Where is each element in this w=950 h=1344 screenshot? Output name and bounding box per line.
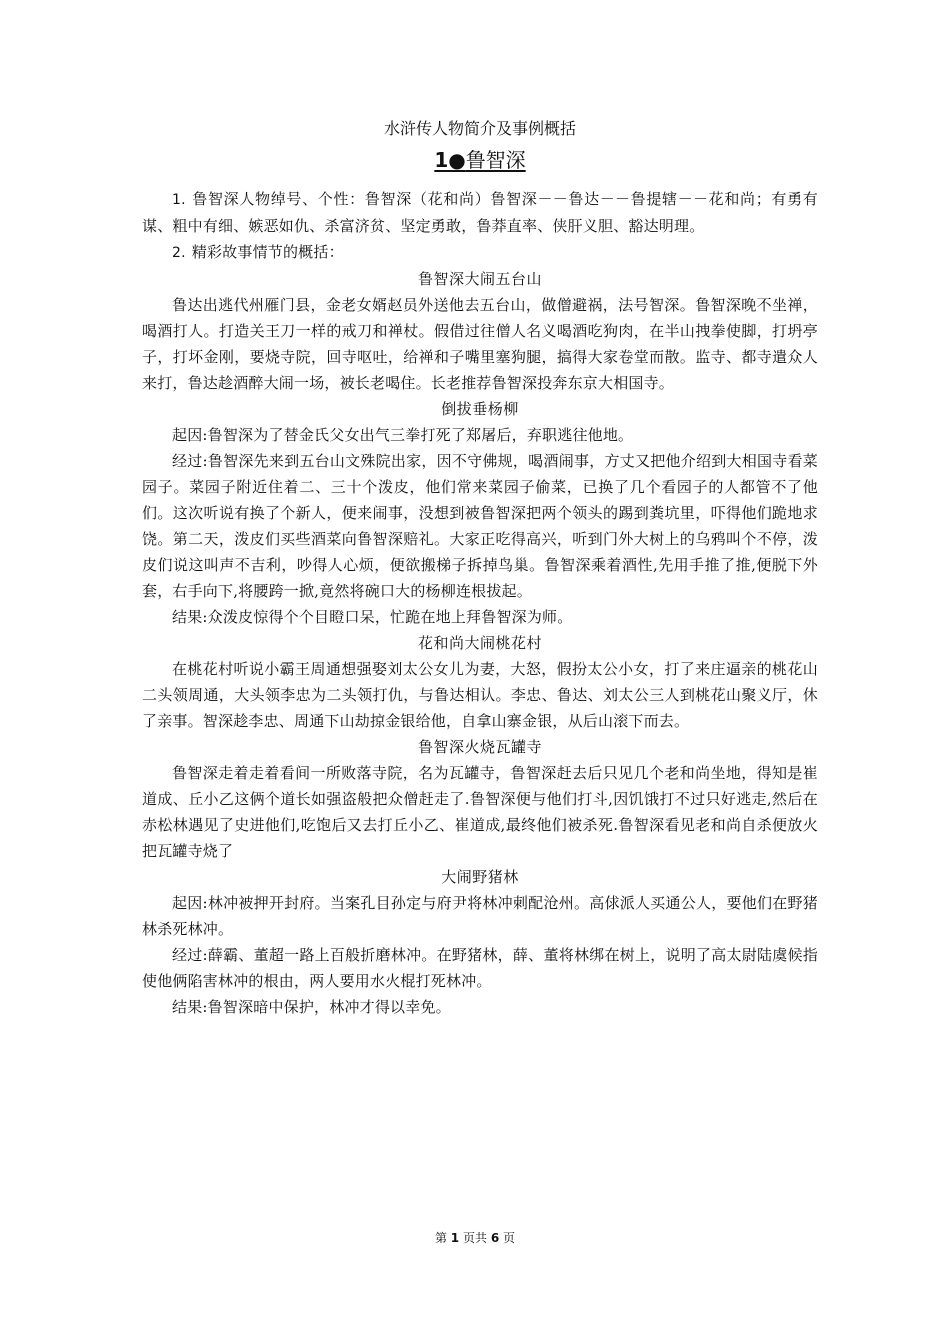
section-paragraph: 结果:众泼皮惊得个个目瞪口呆，忙跪在地上拜鲁智深为师。 xyxy=(172,608,573,626)
section-paragraph: 在桃花村听说小霸王周通想强娶刘太公女儿为妻，大怒，假扮太公小女，打了来庄逼亲的桃花山二头领周通，大头领李忠为二头领打仇，与鲁达相认。李忠、鲁达、刘太公三人到桃花山聚义厅，休了亲事。智深趁李忠、周通下山劫掠金银给他，自拿山寨金银，从后山滚下而去。 xyxy=(142,660,818,730)
footer-prefix: 第 xyxy=(434,1231,447,1245)
footer-current-page: 1 xyxy=(450,1231,460,1245)
section-paragraph: 起因:林冲被押开封府。当案孔目孙定与府尹将林冲刺配沧州。高俅派人买通公人，要他们在野猪林杀死林冲。 xyxy=(142,894,818,938)
section-title: 鲁智深火烧瓦罐寺 xyxy=(417,738,542,756)
document-title: 水浒传人物简介及事例概括 xyxy=(383,119,576,138)
section-paragraph: 鲁达出逃代州雁门县，金老女婿赵员外送他去五台山，做僧避祸，法号智深。鲁智深晚不坐禅，喝酒打人。打造关王刀一样的戒刀和禅杖。假借过往僧人名义喝酒吃狗肉，在半山拽拳使脚，打坍亭子，打坏金刚，要烧寺院，回寺呕吐，给禅和子嘴里塞狗腿，搞得大家卷堂而散。监寺、都寺遣众人来打，鲁达趁酒醉大闹一场，被长老喝住。长老推荐鲁智深投奔东京大相国寺。 xyxy=(142,296,818,392)
section-taohuacun xyxy=(142,630,818,734)
section-paragraph: 结果:鲁智深暗中保护，林冲才得以幸免。 xyxy=(172,998,451,1016)
section-paragraph: 起因:鲁智深为了替金氏父女出气三拳打死了郑屠后，弃职逃往他地。 xyxy=(172,426,634,444)
section-paragraph: 鲁智深走着走着看间一所败落寺院，名为瓦罐寺，鲁智深赶去后只见几个老和尚坐地，得知是崔道成、丘小乙这俩个道长如强盗般把众僧赶走了.鲁智深便与他们打斗,因饥饿打不过只好逃走,然后在赤松林遇见了史进他们,吃饱后又去打丘小乙、崔道成,最终他们被杀死.鲁智深看见老和尚自杀便放火把瓦罐寺烧了 xyxy=(142,764,818,860)
section-wutaishan xyxy=(142,266,818,396)
section-waguansi xyxy=(142,734,818,864)
section-paragraph: 经过:薛霸、董超一路上百般折磨林冲。在野猪林，薛、董将林绑在树上，说明了高太尉陆虞候指使他俩陷害林冲的根由，两人要用水火棍打死林冲。 xyxy=(142,946,818,990)
chapter-name: 鲁智深 xyxy=(465,148,526,172)
section-title: 大闹野猪林 xyxy=(441,868,519,886)
section-title: 倒拔垂杨柳 xyxy=(441,400,519,418)
chapter-title xyxy=(142,146,818,174)
section-yezhulin xyxy=(142,864,818,1020)
footer-total-pages: 6 xyxy=(490,1231,500,1245)
list-item-stories xyxy=(142,239,818,266)
list-item-traits xyxy=(142,186,818,239)
list-marker: 2. xyxy=(172,245,186,261)
page-content xyxy=(142,118,818,1020)
list-item-text: 精彩故事情节的概括： xyxy=(191,243,344,261)
page-footer xyxy=(0,1230,950,1246)
footer-middle: 页共 xyxy=(462,1231,487,1245)
list-item-text: 鲁智深人物绰号、个性：鲁智深（花和尚）鲁智深－－鲁达－－鲁提辖－－花和尚；有勇有谋、粗中有细、嫉恶如仇、杀富济贫、坚定勇敢，鲁莽直率、侠肝义胆、豁达明理。 xyxy=(142,190,818,235)
footer-suffix: 页 xyxy=(503,1231,516,1245)
section-willow xyxy=(142,396,818,630)
section-paragraph: 经过:鲁智深先来到五台山文殊院出家，因不守佛规，喝酒闹事，方丈又把他介绍到大相国寺看菜园子。菜园子附近住着二、三十个泼皮，他们常来菜园子偷菜，已换了几个看园子的人都管不了他们。这次听说有换了个新人，便来闹事，没想到被鲁智深把两个领头的踢到粪坑里，吓得他们跪地求饶。第二天，泼皮们买些酒菜向鲁智深赔礼。大家正吃得高兴，听到门外大树上的乌鸦叫个不停，泼皮们说这叫声不吉利，吵得人心烦，便欲搬梯子拆掉鸟巢。鲁智深乘着酒性,先用手推了推,便脱下外套，右手向下,将腰跨一掀,竟然将碗口大的杨柳连根拔起。 xyxy=(142,452,818,600)
chapter-number: 1● xyxy=(434,148,466,172)
section-title: 花和尚大闹桃花村 xyxy=(417,634,542,652)
list-marker: 1. xyxy=(172,192,186,208)
section-title: 鲁智深大闹五台山 xyxy=(417,270,542,288)
